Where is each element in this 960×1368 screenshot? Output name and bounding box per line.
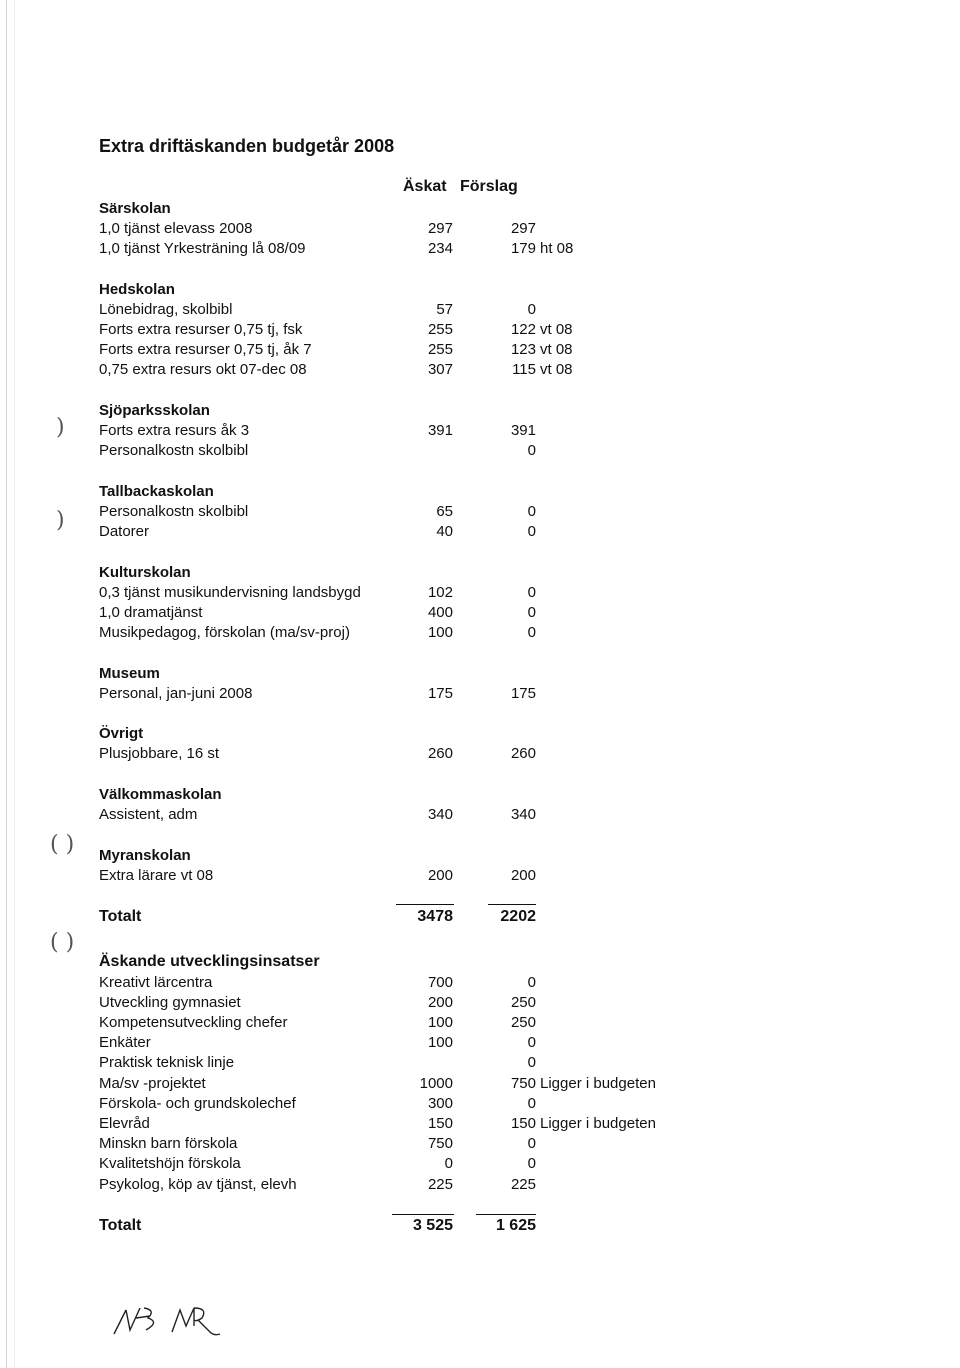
row-label: Musikpedagog, förskolan (ma/sv-proj)	[99, 624, 350, 641]
row-label: Myranskolan	[99, 847, 191, 864]
row-label: Datorer	[99, 523, 150, 540]
table-row	[0, 1013, 960, 1033]
askat-value: 391	[427, 422, 453, 439]
forslag-value: 0	[527, 974, 536, 991]
askat-value: 0	[444, 1155, 453, 1172]
row-label: Kulturskolan	[99, 564, 191, 581]
forslag-value: 0	[527, 442, 536, 459]
table-row	[0, 340, 960, 360]
section-heading	[0, 724, 960, 744]
row-note: vt 08	[540, 361, 573, 378]
row-label: Välkommaskolan	[99, 786, 222, 803]
total-rule-askat-2	[392, 1214, 454, 1215]
total-row	[0, 1216, 960, 1236]
forslag-value: 260	[510, 745, 536, 762]
askat-value: 100	[427, 1014, 453, 1031]
askat-value: 150	[427, 1115, 453, 1132]
table-row	[0, 441, 960, 461]
signature-initials	[110, 1296, 250, 1346]
askat-value: 255	[427, 321, 453, 338]
forslag-value: 200	[510, 867, 536, 884]
askat-value: 340	[427, 806, 453, 823]
table-row	[0, 1033, 960, 1053]
table-row	[0, 684, 960, 704]
askat-value: 200	[427, 867, 453, 884]
forslag-value: 115	[512, 361, 536, 378]
row-label: 1,0 dramatjänst	[99, 604, 203, 621]
row-label: Enkäter	[99, 1034, 151, 1051]
askat-value: 260	[427, 745, 453, 762]
forslag-value: 2202	[500, 908, 536, 925]
table-row	[0, 1094, 960, 1114]
forslag-value: 0	[527, 523, 536, 540]
table-row	[0, 866, 960, 886]
total-row	[0, 907, 960, 927]
document-title: Extra driftäskanden budgetår 2008	[99, 136, 395, 156]
row-note: Ligger i budgeten	[540, 1075, 656, 1092]
row-note: ht 08	[540, 240, 574, 257]
askat-value: 102	[427, 584, 453, 601]
section-heading	[0, 280, 960, 300]
row-label: Förskola- och grundskolechef	[99, 1095, 296, 1112]
section-heading	[0, 482, 960, 502]
row-note: Ligger i budgeten	[540, 1115, 656, 1132]
forslag-value: 1 625	[495, 1217, 536, 1234]
row-label: 1,0 tjänst elevass 2008	[99, 220, 253, 237]
row-label: Praktisk teknisk linje	[99, 1054, 235, 1071]
row-label: Plusjobbare, 16 st	[99, 745, 220, 762]
askat-value: 57	[436, 301, 453, 318]
askat-value: 175	[427, 685, 453, 702]
section-heading	[0, 199, 960, 219]
forslag-value: 0	[527, 1034, 536, 1051]
row-label: Hedskolan	[99, 281, 175, 298]
askat-value: 255	[427, 341, 453, 358]
row-label: Sjöparksskolan	[99, 402, 210, 419]
forslag-value: 297	[510, 220, 536, 237]
table-row	[0, 300, 960, 320]
column-header-forslag: Förslag	[460, 178, 518, 195]
askat-value: 400	[427, 604, 453, 621]
forslag-value: 0	[527, 604, 536, 621]
table-row	[0, 1154, 960, 1174]
askat-value: 40	[436, 523, 453, 540]
table-row	[0, 973, 960, 993]
table-row	[0, 360, 960, 380]
table-row	[0, 993, 960, 1013]
forslag-value: 0	[527, 1135, 536, 1152]
row-label: Personal, jan-juni 2008	[99, 685, 253, 702]
row-label: Forts extra resurser 0,75 tj, fsk	[99, 321, 303, 338]
row-label: Tallbackaskolan	[99, 483, 214, 500]
table-row	[0, 1134, 960, 1154]
askat-value: 297	[427, 220, 453, 237]
row-note: vt 08	[540, 321, 573, 338]
row-label: Ma/sv -projektet	[99, 1075, 206, 1092]
table-row	[0, 239, 960, 259]
forslag-value: 0	[527, 624, 536, 641]
forslag-value: 0	[527, 301, 536, 318]
table-row	[0, 219, 960, 239]
askat-value: 700	[427, 974, 453, 991]
row-note: vt 08	[540, 341, 573, 358]
section-heading	[0, 846, 960, 866]
row-label: Assistent, adm	[99, 806, 198, 823]
askat-value: 100	[427, 1034, 453, 1051]
table-row	[0, 421, 960, 441]
column-header-askat: Äskat	[403, 178, 447, 195]
askat-value: 100	[427, 624, 453, 641]
table-row	[0, 583, 960, 603]
askat-value: 200	[427, 994, 453, 1011]
forslag-value: 0	[527, 1054, 536, 1071]
row-label: Totalt	[99, 1217, 142, 1234]
row-label: Extra lärare vt 08	[99, 867, 214, 884]
table-row	[0, 320, 960, 340]
table-row	[0, 603, 960, 623]
total-rule-forslag	[488, 904, 536, 905]
row-label: Lönebidrag, skolbibl	[99, 301, 233, 318]
row-label: Kvalitetshöjn förskola	[99, 1155, 241, 1172]
table-row	[0, 1175, 960, 1195]
forslag-value: 179	[510, 240, 536, 257]
askat-value: 307	[427, 361, 453, 378]
forslag-value: 340	[510, 806, 536, 823]
forslag-value: 0	[527, 584, 536, 601]
forslag-value: 250	[510, 1014, 536, 1031]
row-label: 0,75 extra resurs okt 07-dec 08	[99, 361, 307, 378]
row-label: Äskande utvecklingsinsatser	[99, 953, 320, 970]
forslag-value: 150	[510, 1115, 536, 1132]
row-label: Forts extra resurs åk 3	[99, 422, 250, 439]
row-label: Personalkostn skolbibl	[99, 503, 249, 520]
row-label: Totalt	[99, 908, 142, 925]
askat-value: 225	[427, 1176, 453, 1193]
askat-value: 750	[427, 1135, 453, 1152]
forslag-value: 225	[510, 1176, 536, 1193]
section-heading	[0, 401, 960, 421]
table-row	[0, 1053, 960, 1073]
forslag-value: 0	[527, 1155, 536, 1172]
row-label: 0,3 tjänst musikundervisning landsbygd	[99, 584, 361, 601]
askat-value: 300	[427, 1095, 453, 1112]
subheading	[0, 952, 960, 972]
table-row	[0, 744, 960, 764]
table-row	[0, 623, 960, 643]
row-label: Minskn barn förskola	[99, 1135, 238, 1152]
forslag-value: 123	[510, 341, 536, 358]
row-label: Psykolog, köp av tjänst, elevh	[99, 1176, 297, 1193]
forslag-value: 0	[527, 1095, 536, 1112]
askat-value: 3478	[417, 908, 453, 925]
section-heading	[0, 664, 960, 684]
row-label: Museum	[99, 665, 160, 682]
askat-value: 65	[436, 503, 453, 520]
total-rule-forslag-2	[476, 1214, 536, 1215]
row-label: Särskolan	[99, 200, 171, 217]
askat-value: 1000	[419, 1075, 453, 1092]
punch-hole-mark: )	[56, 415, 65, 440]
section-heading	[0, 563, 960, 583]
table-row	[0, 502, 960, 522]
table-row	[0, 1114, 960, 1134]
punch-hole-mark: ( )	[50, 832, 75, 857]
table-row	[0, 1074, 960, 1094]
row-label: Forts extra resurser 0,75 tj, åk 7	[99, 341, 312, 358]
table-row	[0, 805, 960, 825]
section-heading	[0, 785, 960, 805]
forslag-value: 750	[510, 1075, 536, 1092]
askat-value: 234	[427, 240, 453, 257]
row-label: Kreativt lärcentra	[99, 974, 213, 991]
row-label: Kompetensutveckling chefer	[99, 1014, 288, 1031]
table-row	[0, 522, 960, 542]
punch-hole-mark: ( )	[50, 930, 75, 955]
row-label: Övrigt	[99, 725, 144, 742]
askat-value: 3 525	[412, 1217, 453, 1234]
row-label: 1,0 tjänst Yrkesträning lå 08/09	[99, 240, 306, 257]
row-label: Utveckling gymnasiet	[99, 994, 241, 1011]
forslag-value: 0	[527, 503, 536, 520]
forslag-value: 175	[510, 685, 536, 702]
forslag-value: 250	[510, 994, 536, 1011]
row-label: Elevråd	[99, 1115, 150, 1132]
total-rule-askat	[396, 904, 454, 905]
row-label: Personalkostn skolbibl	[99, 442, 249, 459]
forslag-value: 122	[510, 321, 536, 338]
punch-hole-mark: )	[56, 508, 65, 533]
forslag-value: 391	[510, 422, 536, 439]
